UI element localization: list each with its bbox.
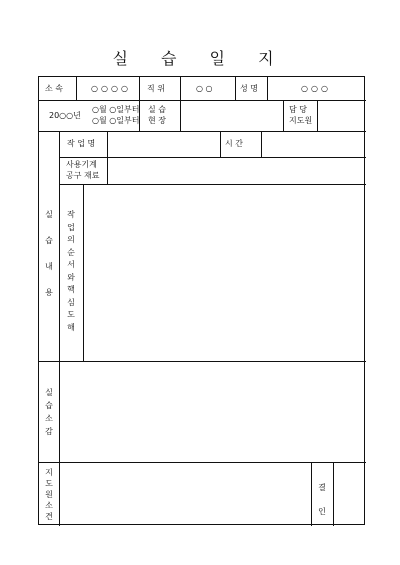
col-divider-r1-a <box>76 77 77 100</box>
name-value: ○○○ <box>301 84 331 93</box>
instructor-label-divider <box>59 462 60 526</box>
tools-label-bottom: 공구 재료 <box>66 171 100 180</box>
col-divider-r2-c <box>283 100 284 131</box>
instructor-opinion-label: 지도원소견 <box>45 468 53 521</box>
supervisor-label-bottom: 지도원 <box>289 116 313 125</box>
row-divider-4 <box>59 184 366 185</box>
approval-label: 결인 <box>318 483 326 516</box>
affiliation-value: ○○○○ <box>91 84 131 93</box>
position-label: 직 위 <box>147 84 165 93</box>
tools-label-top: 사용기계 <box>66 160 97 169</box>
content-label-divider <box>59 131 60 462</box>
position-value: ○ ○ <box>196 84 213 93</box>
col-divider-r2-d <box>317 100 318 131</box>
name-label: 성 명 <box>240 84 258 93</box>
supervisor-label-top: 담 당 <box>289 105 307 114</box>
row-divider-5 <box>39 361 366 362</box>
page-title: 실 습 일 지 <box>112 49 288 68</box>
time-left-divider <box>220 131 221 157</box>
task-name-divider <box>107 131 108 184</box>
time-label: 시 간 <box>225 139 243 148</box>
approval-right-divider <box>333 462 334 526</box>
col-divider-r1-b <box>139 77 140 100</box>
procedure-label: 작업의 순서와 핵심도해 <box>67 210 75 332</box>
col-divider-r1-e <box>267 77 268 100</box>
col-divider-r2-b <box>180 100 181 131</box>
year-value: 20○○년 <box>49 111 81 120</box>
log-form <box>38 76 365 525</box>
approval-left-divider <box>311 462 312 526</box>
content-section-label: 실습내용 <box>45 210 53 297</box>
procedure-divider <box>83 184 84 361</box>
time-right-divider <box>261 131 262 157</box>
row-divider-3 <box>59 157 366 158</box>
site-label-bottom: 현 장 <box>148 116 166 125</box>
affiliation-label: 소 속 <box>45 84 63 93</box>
period-end: ○월 ○일부터 <box>92 116 140 125</box>
col-divider-r1-c <box>180 77 181 100</box>
impressions-label: 실습소감 <box>45 388 53 436</box>
site-label-top: 실 습 <box>148 105 166 114</box>
col-divider-r1-d <box>235 77 236 100</box>
period-start: ○월 ○일부터 <box>92 105 140 114</box>
row-divider-2 <box>39 131 366 132</box>
task-name-label: 작 업 명 <box>67 139 96 148</box>
row-divider-6 <box>39 462 366 463</box>
